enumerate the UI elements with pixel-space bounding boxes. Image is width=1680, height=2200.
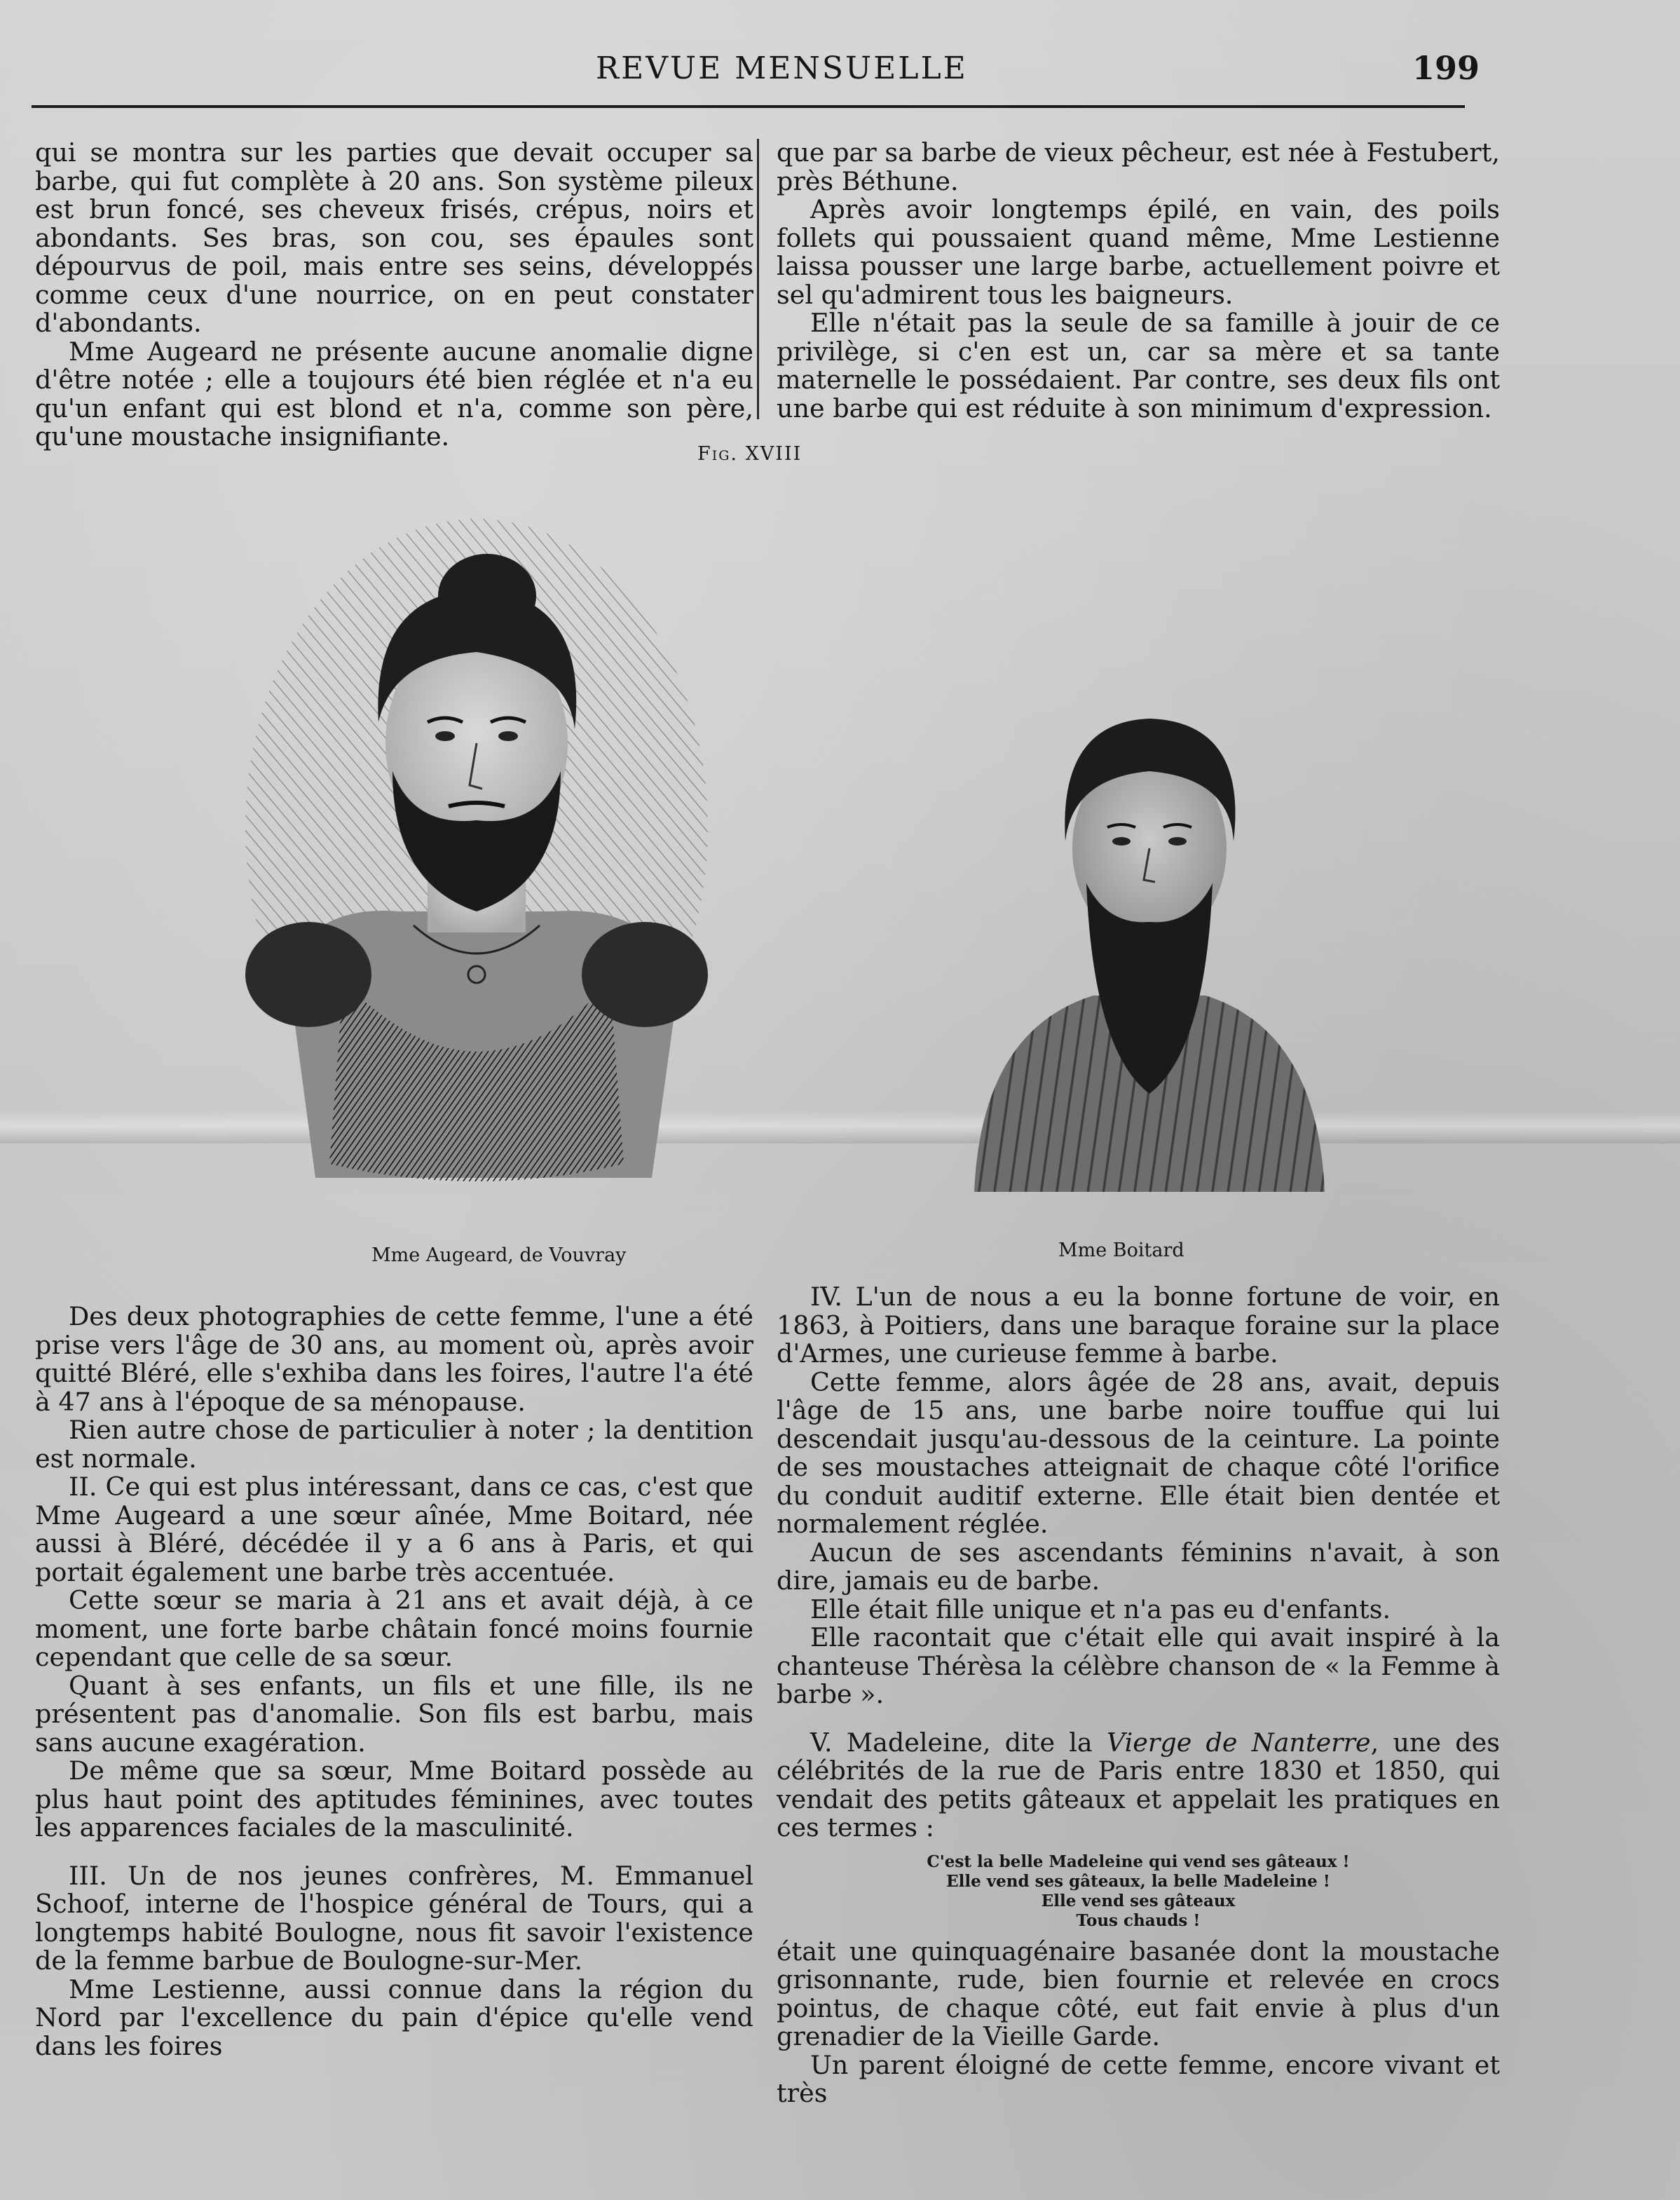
paragraph: IV. L'un de nous a eu la bonne fortune de voir, en 1863, à Poitiers, dans une baraque foraine sur la place d'Armes, une curieuse femme à barbe. [777, 1282, 1500, 1369]
paragraph: Cette sœur se maria à 21 ans et avait déjà, à ce moment, une forte barbe châtain foncé moins fournie cependant que celle de sa sœur. [35, 1585, 753, 1672]
column-top-left [35, 139, 753, 451]
paragraph: était une quinquagénaire basanée dont la moustache grisonnante, rude, bien fournie et relevée en crocs pointus, de chaque côté, eut fait envie à plus d'un grenadier de la Vieille Garde. [777, 1936, 1500, 2051]
paragraph [777, 1729, 1500, 1842]
paragraph: De même que sa sœur, Mme Boitard possède au plus haut point des aptitudes féminines, avec toutes les apparences faciales de la masculinité. [35, 1756, 753, 1842]
portrait-augeard [203, 491, 750, 1206]
caption-augeard: Mme Augeard, de Vouvray [371, 1244, 627, 1266]
text-run: V. Madeleine, dite la [810, 1727, 1107, 1758]
paragraph: Des deux photographies de cette femme, l'une a été prise vers l'âge de 30 ans, au moment où, après avoir quitté Bléré, elle s'exhiba dans les foires, l'autre l'a été à 47 ans à l'époque de sa ménopause. [35, 1301, 753, 1417]
verse-line: Elle vend ses gâteaux [1041, 1891, 1236, 1910]
column-top-right [777, 139, 1500, 423]
text-run: , une des célébrités de la rue de Paris entre 1830 et 1850, qui vendait des petits gâteaux et appelait les pratiques en ces termes : [777, 1727, 1500, 1842]
running-title: REVUE MENSUELLE [596, 50, 968, 86]
paragraph: Après avoir longtemps épilé, en vain, des poils follets qui poussaient quand même, Mme Lestienne laissa pousser une large barbe, actuellement poivre et sel qu'admirent tous les baigneurs. [777, 194, 1500, 310]
page-number: 199 [1412, 49, 1480, 87]
verse-quote [777, 1852, 1500, 1931]
paragraph: que par sa barbe de vieux pêcheur, est née à Festubert, près Béthune. [777, 137, 1500, 196]
column-bottom-right [777, 1283, 1500, 2108]
paragraph: Quant à ses enfants, un fils et une fille, ils ne présentent pas d'anomalie. Son fils est barbu, mais sans aucune exagération. [35, 1670, 753, 1758]
paragraph: qui se montra sur les parties que devait occuper sa barbe, qui fut complète à 20 ans. Son système pileux est brun foncé, ses cheveux frisés, crépus, noirs et abondants. Ses bras, son cou, ses épaules sont dépourvus de poil, mais entre ses seins, développés comme ceux d'une nourrice, on en peut constater d'abondants. [35, 137, 753, 338]
paragraph: Mme Augeard ne présente aucune anomalie digne d'être notée ; elle a toujours été bien réglée et n'a eu qu'un enfant qui est blond et n'a, comme son père, qu'une moustache insignifiante. [35, 336, 753, 451]
paragraph: Rien autre chose de particulier à noter ; la dentition est normale. [35, 1415, 753, 1474]
paragraph: Aucun de ses ascendants féminins n'avait, à son dire, jamais eu de barbe. [777, 1537, 1500, 1596]
paragraph: Elle était fille unique et n'a pas eu d'enfants. [810, 1594, 1391, 1624]
verse-line: C'est la belle Madeleine qui vend ses gâteaux ! [927, 1852, 1350, 1871]
emphasis-vierge-de-nanterre: Vierge de Nanterre [1106, 1727, 1371, 1758]
paragraph: III. Un de nos jeunes confrères, M. Emmanuel Schoof, interne de l'hospice général de Tours, qui a longtemps habité Boulogne, nous fit savoir l'existence de la femme barbue de Boulogne-sur-Mer. [35, 1860, 753, 1976]
figure-label: Fig. XVIII [697, 443, 803, 465]
paragraph: Cette femme, alors âgée de 28 ans, avait, depuis l'âge de 15 ans, une barbe noire touffue qui lui descendait jusqu'au-dessous de la ceinture. La pointe de ses moustaches atteignait de chaque côté l'orifice du conduit auditif externe. Elle était bien dentée et normalement réglée. [777, 1366, 1500, 1539]
paragraph: Un parent éloigné de cette femme, encore vivant et très [777, 2049, 1500, 2108]
column-rule [757, 139, 759, 419]
header-rule [32, 105, 1465, 108]
paragraph: Elle racontait que c'était elle qui avait inspiré à la chanteuse Thérèsa la célèbre chanson de « la Femme à barbe ». [777, 1622, 1500, 1709]
paragraph: Elle n'était pas la seule de sa famille à jouir de ce privilège, si c'en est un, car sa mère et sa tante maternelle le possédaient. Par contre, ses deux fils ont une barbe qui est réduite à son minimum d'expression. [777, 308, 1500, 423]
paragraph: II. Ce qui est plus intéressant, dans ce cas, c'est que Mme Augeard a une sœur aînée, Mme Boitard, née aussi à Bléré, décédée il y a 6 ans à Paris, et qui portait également une barbe très accentuée. [35, 1472, 753, 1587]
column-bottom-left [35, 1303, 753, 2060]
portrait-boitard [953, 701, 1346, 1206]
caption-boitard: Mme Boitard [1058, 1240, 1184, 1261]
paragraph: Mme Lestienne, aussi connue dans la région du Nord par l'excellence du pain d'épice qu'elle vend dans les foires [35, 1974, 753, 2061]
verse-line: Tous chauds ! [1076, 1910, 1201, 1930]
verse-line: Elle vend ses gâteaux, la belle Madeleine ! [946, 1871, 1330, 1891]
